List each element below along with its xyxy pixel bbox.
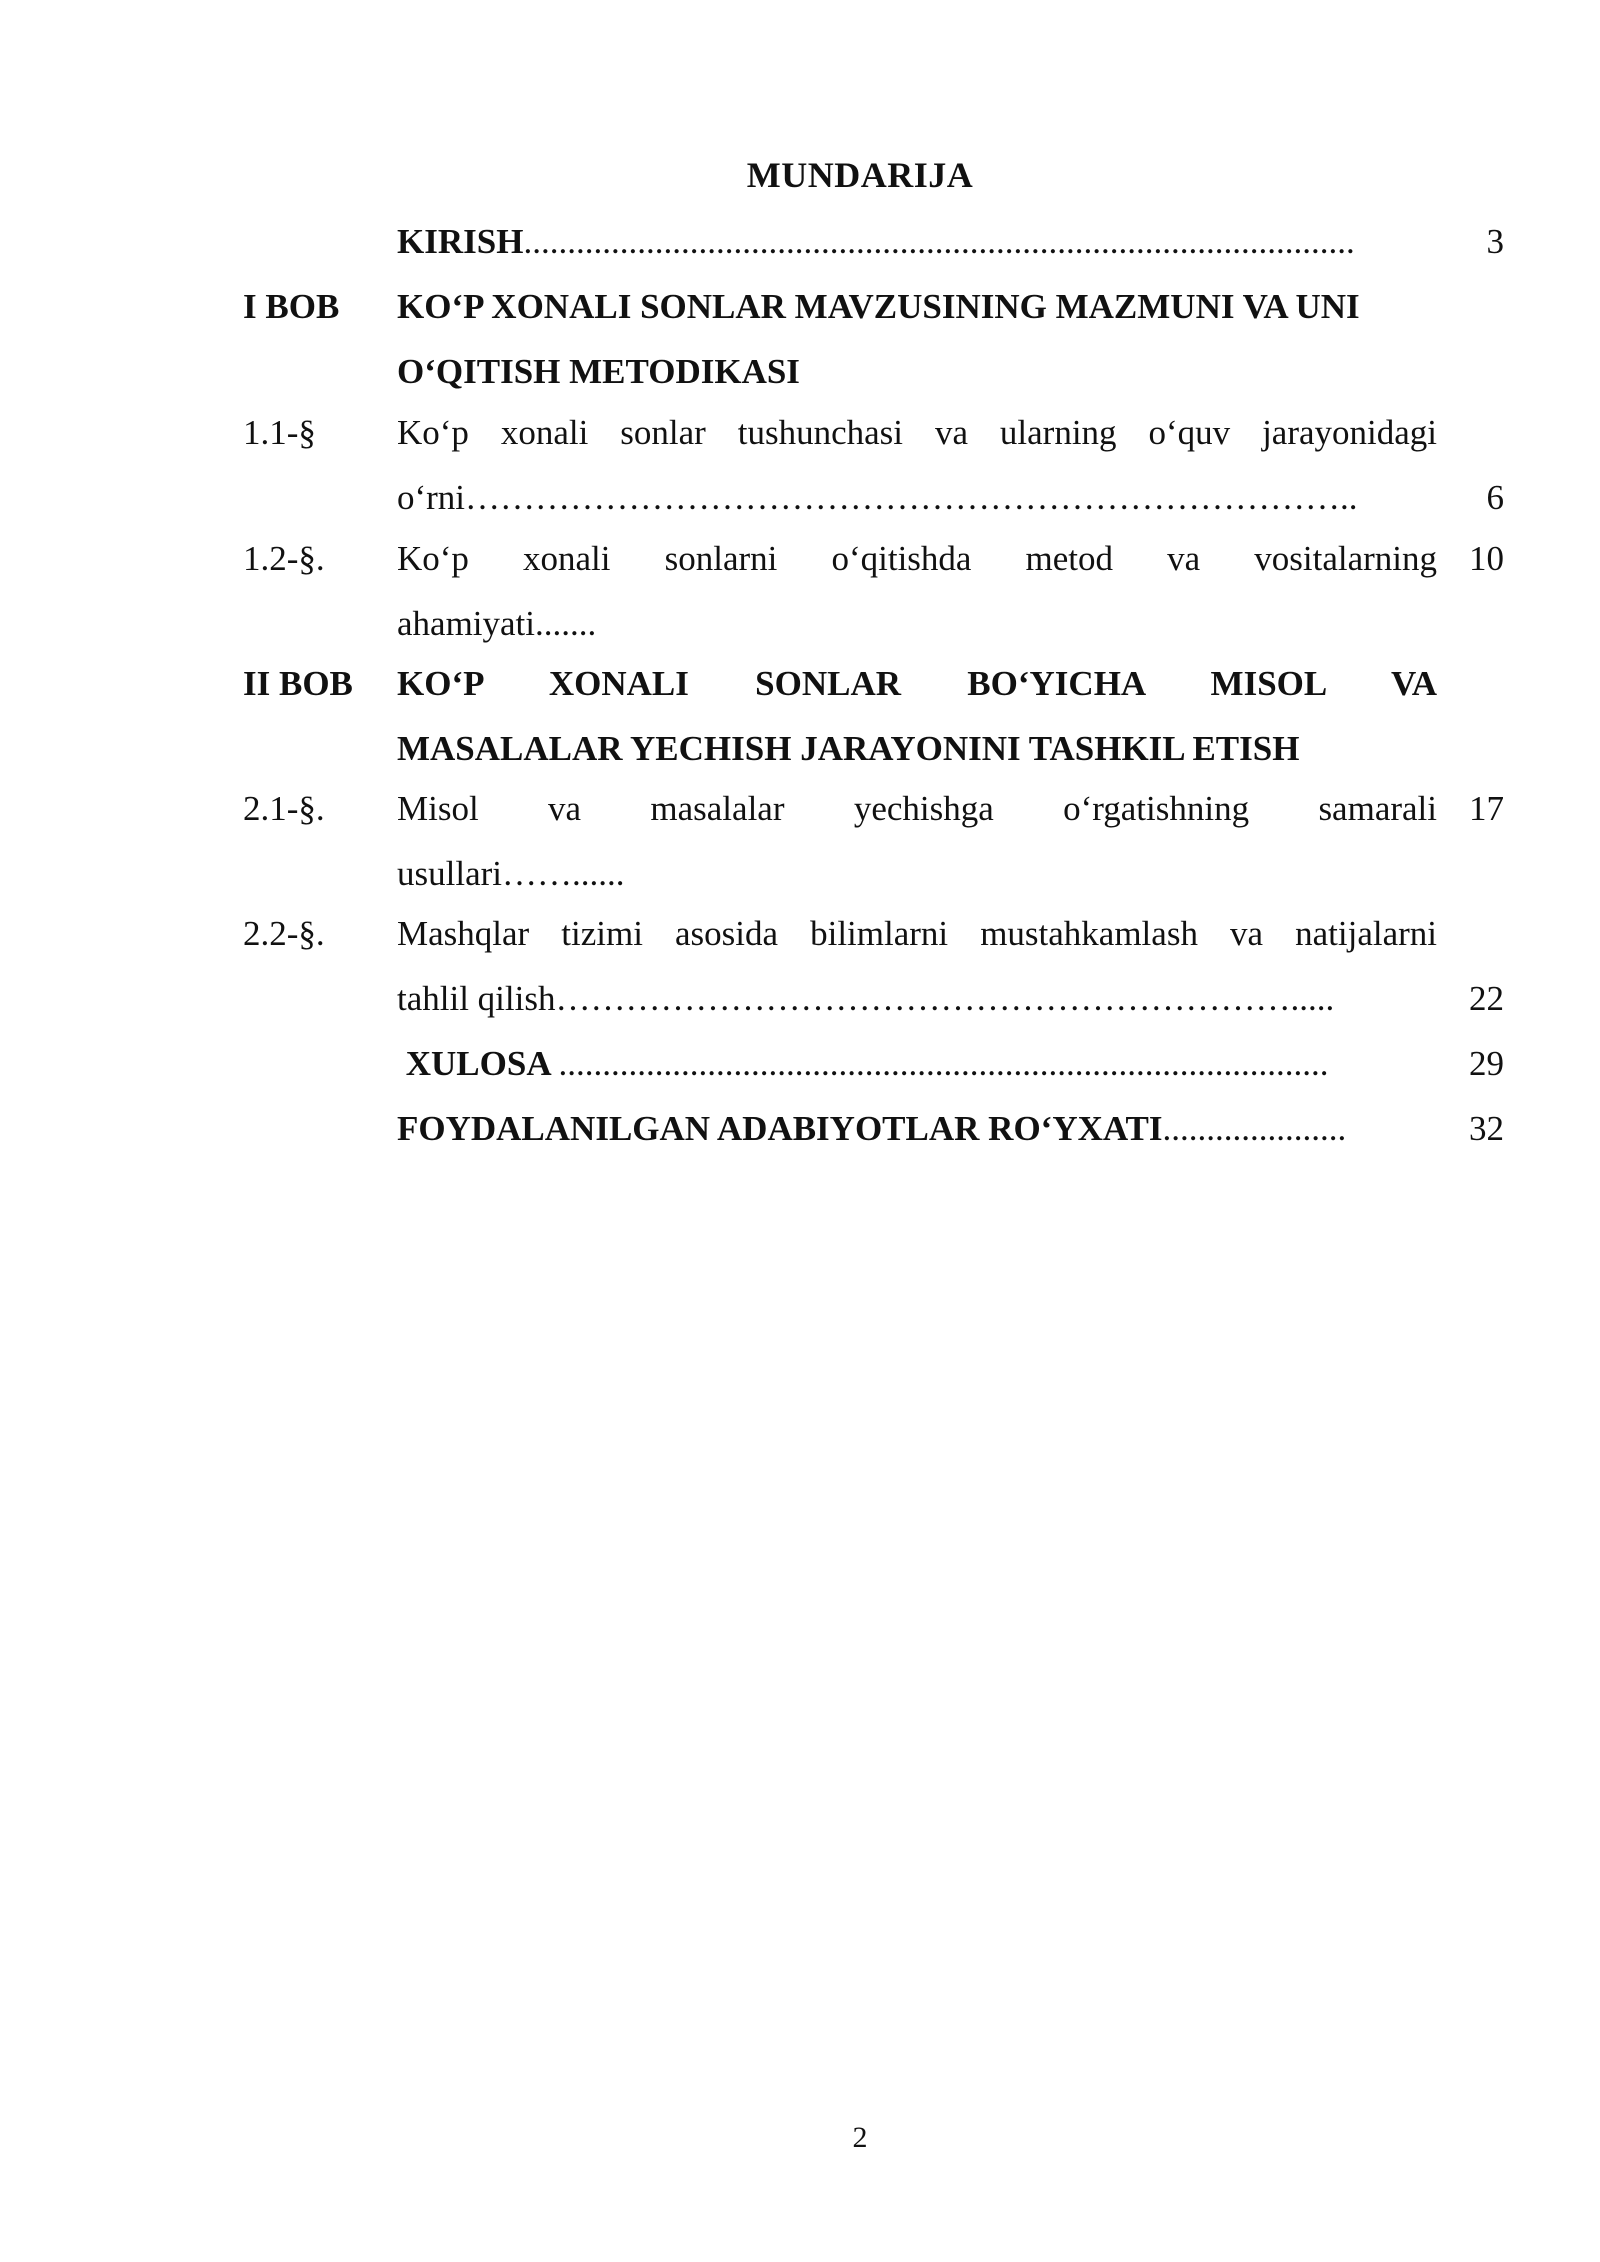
toc-page-number: 10 [1469,539,1504,578]
toc-entry-title-line: Mashqlar tizimi asosida bilimlarni mustahkamlash va natijalarni [397,914,1437,953]
dot-leader: ………………………………………………………..... [555,979,1335,1018]
toc-entry-text [397,209,1437,274]
toc-section-label: 2.2-§. [243,914,325,953]
toc-entry-title-line: O‘QITISH METODIKASI [397,352,800,391]
toc-entry-text [397,274,1437,404]
toc-entry-text [397,1031,1437,1096]
toc-entry-text [397,901,1437,1031]
toc-entry-text [397,651,1437,781]
toc-entry-title-line: ahamiyati [397,604,536,643]
dot-leader: ............................................................................................... [523,222,1355,261]
toc-entry-title-line: MASALALAR YECHISH JARAYONINI TASHKIL ETISH [397,729,1300,768]
toc-entry-title-line: KO‘P XONALI SONLAR MAVZUSINING MAZMUNI VA UNI [397,287,1360,326]
toc-entry-text [397,526,1437,656]
toc-entry-title-line: tahlil qilish [397,979,556,1018]
toc-section-label: 1.2-§. [243,539,325,578]
dot-leader: ........................................................................................ [558,1044,1329,1083]
toc-entry-title-line: Ko‘p xonali sonlarni o‘qitishda metod va vositalarning [397,539,1437,578]
dot-leader: ....... [535,604,597,643]
toc-entry-text [397,776,1437,906]
toc-entry-title: KIRISH [397,222,524,261]
toc-page-number: 32 [1469,1109,1504,1148]
toc-entry-title-line: usullari [397,854,502,893]
toc-chapter-label: I BOB [243,287,340,326]
toc-entry-title-line: Misol va masalalar yechishga o‘rgatishning samarali [397,789,1437,828]
toc-entry-title-line: o‘rni [397,478,466,517]
toc-page-number: 29 [1469,1044,1504,1083]
toc-chapter-label: II BOB [243,664,353,703]
toc-page-number: 6 [1486,478,1504,517]
toc-entry-title-line: Ko‘p xonali sonlar tushunchasi va ularning o‘quv jarayonidagi [397,413,1437,452]
toc-section-label: 2.1-§. [243,789,325,828]
dot-leader: ……...... [501,854,625,893]
toc-page-number: 17 [1469,789,1504,828]
toc-entry-text [397,1096,1437,1161]
toc-entry-title-line: KO‘P XONALI SONLAR BO‘YICHA MISOL VA [397,664,1437,703]
toc-page-number: 3 [1486,222,1504,261]
toc-entry-title: FOYDALANILGAN ADABIYOTLAR RO‘YXATI [397,1109,1163,1148]
toc-section-label: 1.1-§ [243,413,316,452]
dot-leader: ………………………………………………………………….. [465,478,1358,517]
dot-leader: ..................... [1162,1109,1347,1148]
page-number: 2 [852,2121,868,2154]
toc-page-number: 22 [1469,979,1504,1018]
toc-entry-title: XULOSA [397,1044,559,1083]
toc-entry-text [397,400,1437,530]
toc-heading: MUNDARIJA [746,155,974,195]
